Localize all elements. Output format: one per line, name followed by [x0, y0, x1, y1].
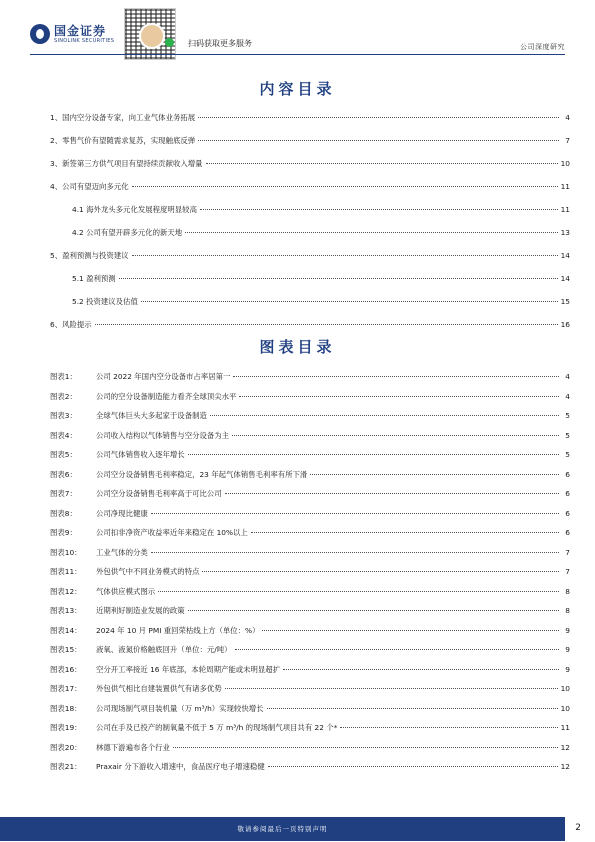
toc-entry-label: 4.2 公司有望开辟多元化的新天地: [72, 228, 183, 237]
toc-list: [50, 112, 570, 342]
figure-entry-title: 工业气体的分类: [96, 547, 148, 557]
dot-leader: [132, 255, 558, 256]
dot-leader: [132, 186, 558, 187]
logo-mark-icon: [30, 24, 50, 44]
figure-entry-page: 9: [565, 664, 570, 674]
figure-entry-number: 图表8：: [50, 508, 77, 518]
toc-entry-page: 16: [560, 320, 570, 329]
page-header: [0, 0, 595, 60]
dot-leader: [158, 591, 559, 592]
toc-entry[interactable]: [50, 250, 570, 273]
figure-entry-title: 公司 2022 年国内空分设备市占率居第一: [96, 372, 231, 381]
dot-leader: [185, 232, 557, 233]
figure-entry-number: 图表16：: [50, 664, 82, 674]
dot-leader: [198, 117, 559, 118]
dot-leader: [283, 669, 559, 670]
dot-leader: [210, 415, 559, 416]
dot-leader: [173, 747, 558, 748]
toc-entry-label: 4、公司有望迈向多元化: [50, 182, 129, 191]
figure-entry-page: 12: [560, 762, 570, 771]
toc-entry[interactable]: [50, 158, 570, 181]
figure-entry-number: 图表17：: [50, 684, 82, 693]
figure-entry-title: 外包供气中不同业务模式的特点: [96, 567, 200, 576]
figure-entry-title: 公司扣非净资产收益率近年来稳定在 10%以上: [96, 528, 248, 537]
dot-leader: [198, 140, 559, 141]
figure-entry[interactable]: [50, 547, 570, 567]
figure-entry-title: 公司空分设备销售毛利率高于可比公司: [96, 489, 222, 498]
figure-entry-page: 9: [565, 625, 570, 635]
toc-entry-page: 11: [560, 182, 570, 191]
figure-entry-page: 4: [565, 372, 570, 381]
figure-entry[interactable]: [50, 430, 570, 450]
figure-entry-title: 公司收入结构以气体销售与空分设备为主: [96, 430, 230, 440]
figure-entry-number: 图表19：: [50, 723, 82, 732]
page-number: 2: [575, 823, 581, 833]
figure-entry-number: 图表9：: [50, 528, 77, 537]
figure-entry-title: 公司现场制气项目装机量（万 m³/h）实现较快增长: [96, 703, 264, 713]
figure-entry-number: 图表21：: [50, 762, 82, 771]
dot-leader: [267, 708, 558, 709]
toc-entry-page: 13: [560, 228, 570, 237]
figure-entry[interactable]: [50, 605, 570, 625]
figure-entry[interactable]: [50, 566, 570, 586]
toc-entry-page: 10: [560, 159, 570, 168]
toc-entry[interactable]: [50, 227, 570, 250]
toc-entry-label: 3、新签第三方供气项目有望持续贡献收入增量: [50, 159, 203, 168]
toc-entry[interactable]: [50, 296, 570, 319]
figure-entry-title: 公司空分设备销售毛利率稳定，23 年起气体销售毛利率有所下滑: [96, 469, 308, 479]
figure-entry-page: 6: [565, 469, 570, 479]
figure-entry-title: 公司净现比健康: [96, 508, 148, 518]
figure-entry[interactable]: [50, 449, 570, 469]
toc-entry-label: 5.2 投资建议及估值: [72, 297, 138, 306]
qr-code-icon[interactable]: [124, 8, 176, 60]
toc-entry[interactable]: [50, 273, 570, 296]
dot-leader: [225, 493, 559, 494]
dot-leader: [95, 324, 558, 325]
dot-leader: [233, 376, 559, 377]
figure-entry[interactable]: [50, 722, 570, 742]
figure-entry-page: 10: [560, 684, 570, 693]
footer-disclaimer[interactable]: 敬请参阅最后一页特别声明: [237, 825, 328, 833]
toc-entry-label: 5、盈利预测与投资建议: [50, 251, 129, 260]
figure-entry-number: 图表3：: [50, 411, 77, 420]
dot-leader: [151, 552, 559, 553]
toc-entry-label: 5.1 盈利预测: [72, 274, 116, 283]
toc-entry-page: 7: [565, 136, 570, 145]
figure-entry-number: 图表4：: [50, 430, 77, 440]
dot-leader: [232, 435, 559, 436]
figure-entry-page: 5: [565, 411, 570, 420]
figure-entry-page: 7: [565, 547, 570, 557]
toc-entry-label: 4.1 海外龙头多元化发展程度明显较高: [72, 205, 197, 214]
dot-leader: [200, 209, 558, 210]
dot-leader: [239, 396, 559, 397]
figure-entry[interactable]: [50, 410, 570, 430]
figure-entry-page: 8: [565, 606, 570, 615]
dot-leader: [141, 301, 558, 302]
figure-entry[interactable]: [50, 371, 570, 391]
figure-entry-number: 图表6：: [50, 469, 77, 479]
figure-entry-title: 2024 年 10 月 PMI 重回荣枯线上方（单位：%）: [96, 625, 260, 635]
figure-entry[interactable]: [50, 683, 570, 703]
figure-entry-title: 公司的空分设备制造能力看齐全球顶尖水平: [96, 391, 237, 401]
figure-entry[interactable]: [50, 742, 570, 762]
figure-entry-page: 4: [565, 391, 570, 401]
figure-entry[interactable]: [50, 586, 570, 606]
figure-entry-page: 10: [560, 703, 570, 713]
figure-entry-number: 图表18：: [50, 703, 82, 713]
toc-entry-page: 14: [560, 274, 570, 283]
toc-entry[interactable]: [50, 112, 570, 135]
figure-entry-title: 气体供应模式图示: [96, 586, 156, 596]
figure-entry-page: 8: [565, 586, 570, 596]
toc-entry-label: 1、国内空分设备专家，向工业气体业务拓展: [50, 113, 196, 122]
figure-entry[interactable]: [50, 761, 570, 781]
wechat-icon: [165, 38, 174, 47]
toc-entry-page: 11: [560, 205, 570, 214]
dot-leader: [251, 532, 559, 533]
figure-entry-number: 图表2：: [50, 391, 77, 401]
figure-entry[interactable]: [50, 391, 570, 411]
figure-entry[interactable]: [50, 664, 570, 684]
figure-entry[interactable]: [50, 469, 570, 489]
dot-leader: [151, 513, 559, 514]
logo-text-en: SINOLINK SECURITIES: [54, 37, 115, 44]
figure-entry-number: 图表7：: [50, 489, 77, 498]
figure-entry-title: 公司在手及已投产的制氧量不低于 5 万 m³/h 的现场制气项目共有 22 个*: [96, 723, 338, 732]
toc-entry[interactable]: [50, 135, 570, 158]
figure-entry[interactable]: [50, 508, 570, 528]
figure-entry-page: 5: [565, 450, 570, 459]
toc-entry-label: 6、风险提示: [50, 320, 92, 329]
figure-entry[interactable]: [50, 644, 570, 664]
figure-entry-number: 图表12：: [50, 586, 82, 596]
toc-entry[interactable]: [50, 204, 570, 227]
dot-leader: [202, 571, 559, 572]
dot-leader: [340, 727, 557, 728]
figure-entry[interactable]: [50, 703, 570, 723]
figure-entry-page: 11: [560, 723, 570, 732]
toc-entry-page: 14: [560, 251, 570, 260]
toc-entry-page: 15: [560, 297, 570, 306]
dot-leader: [206, 163, 558, 164]
dot-leader: [119, 278, 558, 279]
dot-leader: [262, 630, 559, 631]
figure-entry-number: 图表20：: [50, 742, 82, 752]
figures-heading: 图表目录: [259, 338, 336, 356]
figure-entry-page: 5: [565, 430, 570, 440]
header-divider: [30, 54, 565, 55]
figure-entry-number: 图表5：: [50, 450, 77, 459]
logo-text-cn: 国金证券: [54, 23, 107, 38]
figure-entry-title: 近期利好制造业发展的政策: [96, 606, 185, 615]
figure-entry[interactable]: [50, 488, 570, 508]
qr-caption: 扫码获取更多服务: [188, 39, 252, 48]
figure-entry-page: 9: [565, 645, 570, 654]
figure-entry[interactable]: [50, 625, 570, 645]
figure-entry-title: 空分开工率接近 16 年底部，本轮周期产能或未明显超扩: [96, 664, 281, 674]
dot-leader: [310, 474, 559, 475]
figure-entry-number: 图表14：: [50, 625, 82, 635]
figure-entry[interactable]: [50, 527, 570, 547]
figure-entry-page: 6: [565, 508, 570, 518]
qr-center-logo: [139, 23, 165, 49]
figure-entry-title: 液氧、液氮价格触底回升（单位：元/吨）: [96, 645, 232, 654]
figure-entry-title: 全球气体巨头大多起家于设备制造: [96, 411, 207, 420]
figure-entry-number: 图表1：: [50, 372, 77, 381]
toc-entry-page: 4: [565, 113, 570, 122]
report-type-label: 公司深度研究: [520, 43, 565, 51]
dot-leader: [188, 454, 559, 455]
toc-heading: 内容目录: [259, 80, 336, 98]
figure-entry-page: 6: [565, 489, 570, 498]
figure-entry-number: 图表10：: [50, 547, 82, 557]
toc-entry[interactable]: [50, 181, 570, 204]
figure-entry-page: 12: [560, 742, 570, 752]
figure-entry-page: 7: [565, 567, 570, 576]
figures-list: [50, 371, 570, 781]
figure-entry-title: 林德下游遍布各个行业: [96, 742, 170, 752]
dot-leader: [225, 688, 558, 689]
figure-entry-page: 6: [565, 528, 570, 537]
dot-leader: [268, 766, 558, 767]
figure-entry-number: 图表13：: [50, 606, 82, 615]
figure-entry-title: Praxair 分下游收入增速中，食品医疗电子增速稳健: [96, 762, 265, 771]
figure-entry-title: 外包供气相比自建装置供气有诸多优势: [96, 684, 222, 693]
toc-entry-label: 2、零售气价有望随需求复苏，实现触底反弹: [50, 136, 196, 145]
dot-leader: [188, 610, 559, 611]
figure-entry-number: 图表11：: [50, 567, 82, 576]
figure-entry-title: 公司气体销售收入逐年增长: [96, 450, 185, 459]
dot-leader: [235, 649, 559, 650]
figure-entry-number: 图表15：: [50, 645, 82, 654]
company-logo: [30, 24, 114, 44]
